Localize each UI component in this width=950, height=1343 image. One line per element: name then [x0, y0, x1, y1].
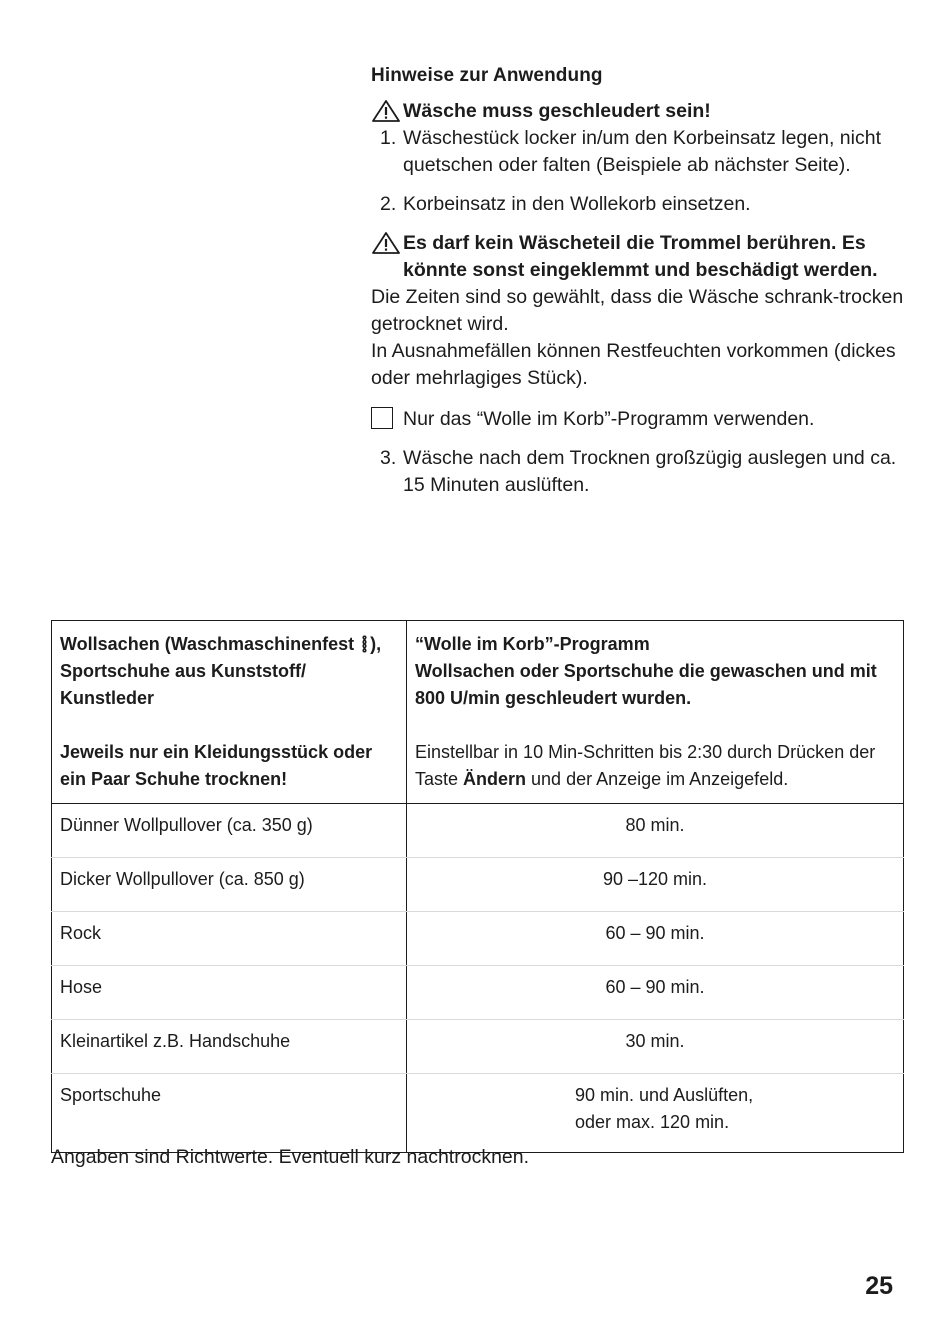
- time-cell: 90 –120 min.: [407, 858, 904, 912]
- step-3: [371, 445, 911, 499]
- time-cell: 80 min.: [407, 804, 904, 858]
- time-cell: 60 – 90 min.: [407, 966, 904, 1020]
- footer-note: Angaben sind Richtwerte. Eventuell kurz nachtrocknen.: [51, 1146, 530, 1168]
- item-cell: Rock: [52, 912, 407, 966]
- warning-triangle-icon: [371, 99, 401, 123]
- item-cell: Dünner Wollpullover (ca. 350 g): [52, 804, 407, 858]
- table-row: [52, 1020, 904, 1074]
- table-header-row: [52, 621, 904, 804]
- header-right-cell: [407, 621, 904, 804]
- program-note: [371, 406, 911, 433]
- step-number: 1.: [380, 127, 397, 149]
- exception-note: In Ausnahmefällen können Restfeuchten vorkommen (dickes oder mehrlagiges Stück).: [371, 340, 896, 389]
- page-number: 25: [865, 1272, 893, 1300]
- warning-text: Wäsche muss geschleudert sein!: [403, 100, 711, 122]
- step-number: 2.: [380, 193, 397, 215]
- table-row: [52, 912, 904, 966]
- warning-text: Es darf kein Wäscheteil die Trommel berühren. Es könnte sonst eingeklemmt und beschädigt werden.: [403, 232, 878, 281]
- drying-note: Die Zeiten sind so gewählt, dass die Wäsche schrank-trocken getrocknet wird.: [371, 286, 904, 335]
- step-text: Wäschestück locker in/um den Korbeinsatz legen, nicht quetschen oder falten (Beispiele ab nächster Seite).: [403, 127, 881, 176]
- time-cell: 60 – 90 min.: [407, 912, 904, 966]
- warning-drum-contact: [371, 230, 911, 284]
- header-left-line-2: Sportschuhe aus Kunststoff/: [60, 661, 307, 681]
- header-right-line-5: Taste Ändern und der Anzeige im Anzeigefeld.: [415, 769, 789, 789]
- item-cell: Hose: [52, 966, 407, 1020]
- item-cell: Sportschuhe: [52, 1074, 407, 1153]
- aendern-key-label: Ändern: [463, 769, 527, 789]
- header-right-line-2: Wollsachen oder Sportschuhe die gewaschen und mit: [415, 661, 877, 681]
- warning-triangle-icon: [371, 231, 401, 255]
- time-cell: 90 min. und Auslüften, oder max. 120 min.: [575, 1085, 754, 1132]
- step-2: [371, 191, 911, 218]
- header-right-line-4: Einstellbar in 10 Min-Schritten bis 2:30 durch Drücken der: [415, 742, 876, 762]
- item-cell: Kleinartikel z.B. Handschuhe: [52, 1020, 407, 1074]
- header-left-line-3: Kunstleder: [60, 688, 155, 708]
- header-left-line-5: ein Paar Schuhe trocknen!: [60, 769, 288, 789]
- header-right-line-1: “Wolle im Korb”-Programm: [415, 634, 650, 654]
- time-cell: 30 min.: [407, 1020, 904, 1074]
- wool-skein-icon: [359, 635, 370, 653]
- drying-times-table: [51, 620, 904, 1153]
- header-left-cell: Wollsachen (Waschmaschinenfest ), Sportschuhe aus Kunststoff/ Kunstleder Jeweils nur ein Kleidungsstück oder ein Paar Schuhe trocknen!: [52, 621, 407, 804]
- step-text: Wäsche nach dem Trocknen großzügig auslegen und ca. 15 Minuten auslüften.: [403, 447, 897, 496]
- step-1: [371, 125, 911, 179]
- section-heading: Hinweise zur Anwendung: [371, 65, 603, 86]
- table-row: [52, 966, 904, 1020]
- empty-checkbox-icon: [371, 407, 393, 429]
- table-row: [52, 1074, 904, 1153]
- table-row: [52, 804, 904, 858]
- header-left-line-4: Jeweils nur ein Kleidungsstück oder: [60, 742, 373, 762]
- header-right-line-3: 800 U/min geschleudert wurden.: [415, 688, 692, 708]
- table-row: [52, 858, 904, 912]
- step-number: 3.: [380, 447, 397, 469]
- header-left-line-1: Wollsachen (Waschmaschinenfest: [60, 634, 360, 654]
- program-note-text: Nur das “Wolle im Korb”-Programm verwenden.: [403, 408, 815, 430]
- item-cell: Dicker Wollpullover (ca. 850 g): [52, 858, 407, 912]
- step-text: Korbeinsatz in den Wollekorb einsetzen.: [403, 193, 751, 215]
- warning-spin-required: [371, 98, 911, 125]
- usage-instructions: [371, 62, 911, 499]
